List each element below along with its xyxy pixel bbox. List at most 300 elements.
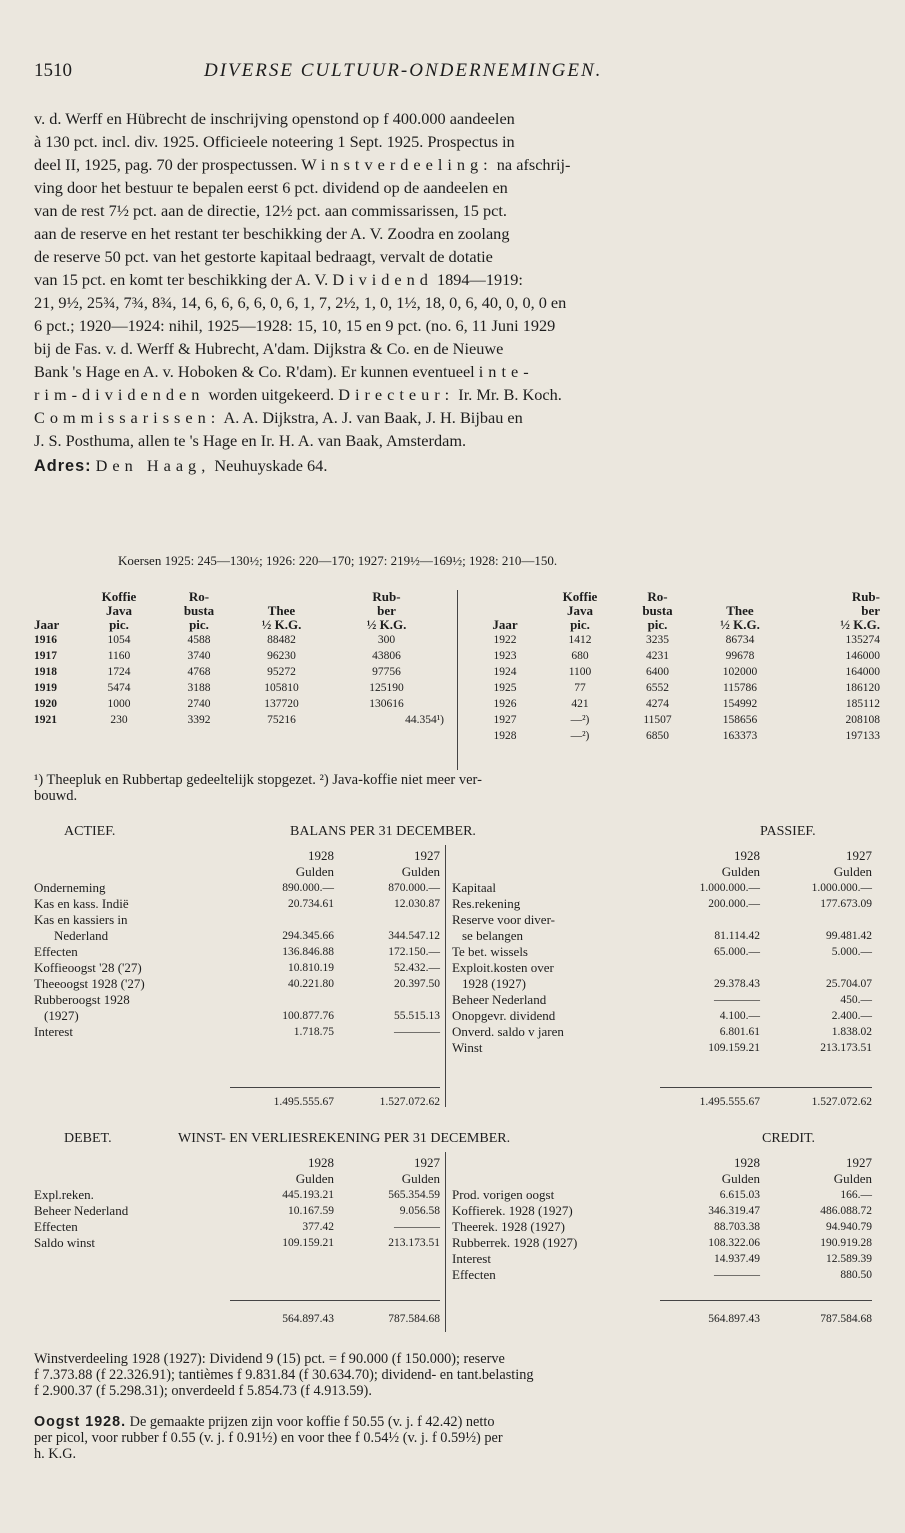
value-1927: 20.397.50 bbox=[394, 978, 440, 990]
value-1928: 445.193.21 bbox=[282, 1189, 334, 1201]
table-row bbox=[34, 992, 440, 1008]
table-row bbox=[34, 1024, 440, 1040]
table-row bbox=[452, 992, 872, 1008]
ph-r-0-4: Rub- bbox=[851, 589, 880, 604]
value-1928: 88.703.38 bbox=[714, 1221, 760, 1233]
year-1927: 1927 bbox=[414, 1155, 440, 1170]
value-1927: 213.173.51 bbox=[820, 1042, 872, 1054]
year-1928: 1928 bbox=[734, 1155, 760, 1170]
production-header-row-2 bbox=[470, 604, 880, 618]
row-label: Effecten bbox=[34, 1219, 78, 1234]
value-1927: 870.000.— bbox=[388, 882, 440, 894]
cell: 105810 bbox=[264, 682, 299, 694]
cell: 1927 bbox=[493, 714, 517, 726]
unit-gulden: Gulden bbox=[295, 1171, 334, 1186]
cell: 421 bbox=[571, 698, 589, 710]
oogst-line-3: h. K.G. bbox=[34, 1446, 77, 1462]
total-1928: 564.897.43 bbox=[708, 1313, 760, 1325]
balans-title: BALANS PER 31 DECEMBER. bbox=[290, 824, 476, 839]
ph-r-1-1: Java bbox=[567, 603, 593, 618]
production-footnote-2: bouwd. bbox=[34, 788, 78, 804]
table-row bbox=[452, 1203, 872, 1219]
running-title: DIVERSE CULTUUR-ONDERNEMINGEN. bbox=[204, 60, 603, 81]
value-1928: ———— bbox=[714, 994, 760, 1006]
directeur-text: Ir. Mr. B. Koch. bbox=[458, 385, 562, 404]
winst-debet-table bbox=[34, 1155, 440, 1251]
cell: 125190 bbox=[369, 682, 404, 694]
value-1928: 20.734.61 bbox=[288, 898, 334, 910]
commissarissen-label: Commissarissen: bbox=[34, 408, 221, 427]
cell: 115786 bbox=[722, 682, 758, 694]
unit-gulden: Gulden bbox=[833, 864, 872, 879]
row-label: Exploit.kosten over bbox=[452, 960, 554, 975]
table-row bbox=[452, 1235, 872, 1251]
value-1927: 213.173.51 bbox=[388, 1237, 440, 1249]
ph-r-1-3: Thee bbox=[726, 603, 754, 618]
ph-r-2-2: pic. bbox=[647, 617, 668, 632]
intro-line-9: 21, 9½, 25¾, 7¾, 8¾, 14, 6, 6, 6, 6, 0, 6, 1, 7, 2½, 1, 0, 1½, 18, 0, 6, 40, 0, 0, 0 en bbox=[34, 293, 567, 312]
balans-total-rule-right bbox=[660, 1087, 872, 1088]
table-row bbox=[452, 912, 872, 928]
intro-line-1: v. d. Werff en Hübrecht de inschrijving openstond op f 400.000 aandeelen bbox=[34, 109, 515, 128]
table-row bbox=[452, 896, 872, 912]
intro-line-14-text: A. A. Dijkstra, A. J. van Baak, J. H. Bijbau en bbox=[223, 408, 523, 427]
value-1928: 346.319.47 bbox=[708, 1205, 760, 1217]
total-1927: 787.584.68 bbox=[820, 1313, 872, 1325]
balans-unit-row bbox=[452, 864, 872, 880]
table-row bbox=[34, 680, 444, 696]
winst-divider bbox=[445, 1152, 446, 1332]
intro-line-15: J. S. Posthuma, allen te 's Hage en Ir. H. A. van Baak, Amsterdam. bbox=[34, 431, 467, 450]
winst-unit-row bbox=[452, 1171, 872, 1187]
cell: 2740 bbox=[187, 698, 211, 710]
cell: 1923 bbox=[493, 650, 517, 662]
value-1927 bbox=[760, 960, 872, 976]
row-label: Rubberrek. 1928 (1927) bbox=[452, 1235, 578, 1250]
value-1927: 344.547.12 bbox=[388, 930, 440, 942]
ph-l-0-1: Koffie bbox=[101, 589, 137, 604]
balans-actief-table bbox=[34, 848, 440, 1040]
cell: 44.354¹) bbox=[405, 714, 444, 726]
cell: 4231 bbox=[646, 650, 669, 662]
cell: 1918 bbox=[34, 666, 57, 678]
winst-left-title: DEBET. bbox=[64, 1131, 112, 1146]
unit-gulden: Gulden bbox=[401, 864, 440, 879]
row-label: Interest bbox=[452, 1251, 491, 1266]
row-label: Expl.reken. bbox=[34, 1187, 94, 1202]
unit-gulden: Gulden bbox=[721, 1171, 760, 1186]
balans-passief-table bbox=[452, 848, 872, 1056]
row-label: (1927) bbox=[44, 1008, 79, 1023]
intro-line-4 bbox=[34, 177, 872, 200]
ph-l-2-1: pic. bbox=[109, 617, 129, 632]
ph-r-1-4: ber bbox=[861, 603, 880, 618]
adres-city: Den Haag, bbox=[95, 456, 211, 475]
ph-l-2-3: ½ K.G. bbox=[261, 617, 302, 632]
year-1927: 1927 bbox=[846, 848, 872, 863]
cell: 158656 bbox=[722, 714, 758, 726]
value-1927: 565.354.59 bbox=[388, 1189, 440, 1201]
row-label: Onopgevr. dividend bbox=[452, 1008, 556, 1023]
totals-row bbox=[652, 1094, 872, 1110]
table-row bbox=[34, 1187, 440, 1203]
cell: 77 bbox=[574, 682, 586, 694]
cell: 3740 bbox=[187, 650, 211, 662]
winstverdeeling-label: Winstverdeeling: bbox=[301, 155, 493, 174]
dividend-label: Dividend bbox=[332, 270, 433, 289]
cell: 1920 bbox=[34, 698, 57, 710]
balans-actief-totals bbox=[234, 1094, 440, 1110]
cell: 6552 bbox=[646, 682, 669, 694]
row-label: Beheer Nederland bbox=[34, 1203, 129, 1218]
totals-row bbox=[234, 1311, 440, 1327]
table-row bbox=[34, 1203, 440, 1219]
page-number: 1510 bbox=[34, 60, 72, 81]
oogst-line-2: per picol, voor rubber f 0.55 (v. j. f 0.91½) en voor thee f 0.54½ (v. j. f 0.59½) per bbox=[34, 1430, 503, 1446]
value-1927: 1.838.02 bbox=[831, 1026, 872, 1038]
value-1928: ———— bbox=[714, 1269, 760, 1281]
row-label: Effecten bbox=[452, 1267, 496, 1282]
value-1928: 10.810.19 bbox=[288, 962, 334, 974]
balans-passief-totals bbox=[652, 1094, 872, 1110]
table-row bbox=[452, 1008, 872, 1024]
value-1927: ———— bbox=[394, 1026, 440, 1038]
table-row bbox=[34, 976, 440, 992]
cell: 1919 bbox=[34, 682, 57, 694]
value-1927: 25.704.07 bbox=[826, 978, 872, 990]
intro-line-8-text: van 15 pct. en komt ter beschikking der A. V. bbox=[34, 270, 329, 289]
value-1927: 450.— bbox=[840, 994, 872, 1006]
value-1928 bbox=[234, 992, 334, 1008]
total-1927: 1.527.072.62 bbox=[379, 1096, 440, 1108]
adres-label: Adres: bbox=[34, 457, 92, 475]
cell: 3235 bbox=[646, 634, 669, 646]
cell: 1917 bbox=[34, 650, 57, 662]
value-1927: 9.056.58 bbox=[399, 1205, 440, 1217]
cell: 1924 bbox=[493, 666, 517, 678]
balans-years-row bbox=[34, 848, 440, 864]
row-label: Kas en kass. Indië bbox=[34, 896, 129, 911]
table-row bbox=[34, 696, 444, 712]
cell: 1922 bbox=[493, 634, 517, 646]
table-row bbox=[34, 648, 444, 664]
ph-r-0-0 bbox=[470, 590, 540, 604]
value-1928: 377.42 bbox=[302, 1221, 334, 1233]
cell: 186120 bbox=[845, 682, 880, 694]
value-1927: 5.000.— bbox=[831, 946, 872, 958]
ph-l-1-0 bbox=[34, 604, 74, 618]
table-row bbox=[452, 1187, 872, 1203]
cell: 99678 bbox=[725, 650, 755, 662]
cell: 86734 bbox=[725, 634, 755, 646]
year-1928: 1928 bbox=[734, 848, 760, 863]
winst-total-rule-right bbox=[660, 1300, 872, 1301]
total-1928: 1.495.555.67 bbox=[273, 1096, 334, 1108]
balans-right-title: PASSIEF. bbox=[760, 824, 816, 839]
table-row bbox=[452, 928, 872, 944]
row-label: Theerek. 1928 (1927) bbox=[452, 1219, 565, 1234]
unit-gulden: Gulden bbox=[295, 864, 334, 879]
table-row bbox=[34, 960, 440, 976]
winstverdeeling-line-3: f 2.900.37 (f 5.298.31); onverdeeld f 5.854.73 (f 4.913.59). bbox=[34, 1383, 372, 1399]
value-1927: 177.673.09 bbox=[820, 898, 872, 910]
value-1928: 109.159.21 bbox=[282, 1237, 334, 1249]
value-1927: 166.— bbox=[840, 1189, 872, 1201]
total-1927: 787.584.68 bbox=[388, 1313, 440, 1325]
table-row bbox=[34, 632, 444, 648]
cell: 208108 bbox=[845, 714, 880, 726]
total-1928: 564.897.43 bbox=[282, 1313, 334, 1325]
table-row bbox=[452, 1040, 872, 1056]
intro-line-11: bij de Fas. v. d. Werff & Hubrecht, A'dam. Dijkstra & Co. en de Nieuwe bbox=[34, 339, 504, 358]
value-1927: 94.940.79 bbox=[826, 1221, 872, 1233]
table-row bbox=[34, 912, 440, 928]
oogst-line-1-text: De gemaakte prijzen zijn voor koffie f 50.55 (v. j. f 42.42) netto bbox=[129, 1414, 495, 1430]
value-1928: 6.615.03 bbox=[719, 1189, 760, 1201]
intro-line-10: 6 pct.; 1920—1924: nihil, 1925—1928: 15, 10, 15 en 9 pct. (no. 6, 11 Juni 1929 bbox=[34, 316, 556, 335]
directeur-label: Directeur: bbox=[338, 385, 455, 404]
value-1928 bbox=[652, 912, 760, 928]
cell: 1928 bbox=[493, 730, 517, 742]
row-label: Effecten bbox=[34, 944, 78, 959]
ph-r-1-0 bbox=[470, 604, 540, 618]
cell: 4588 bbox=[187, 634, 211, 646]
value-1928: 40.221.80 bbox=[288, 978, 334, 990]
cell: 1000 bbox=[107, 698, 131, 710]
table-row bbox=[470, 680, 880, 696]
intro-ving: ving bbox=[34, 178, 63, 197]
value-1927 bbox=[760, 912, 872, 928]
row-label: Theeoogst 1928 ('27) bbox=[34, 976, 145, 991]
cell: 1100 bbox=[568, 666, 592, 678]
intro-line-14 bbox=[34, 407, 872, 430]
table-row bbox=[452, 1267, 872, 1283]
cell: 197133 bbox=[845, 730, 880, 742]
cell: 3188 bbox=[187, 682, 211, 694]
cell: 4274 bbox=[646, 698, 669, 710]
row-label: Koffieoogst '28 ('27) bbox=[34, 960, 142, 975]
ph-r-0-2: Ro- bbox=[647, 589, 668, 604]
table-row bbox=[452, 960, 872, 976]
year-1927: 1927 bbox=[846, 1155, 872, 1170]
production-header-row-3 bbox=[34, 618, 444, 632]
cell: 1925 bbox=[493, 682, 517, 694]
unit-gulden: Gulden bbox=[833, 1171, 872, 1186]
adres-street: Neuhuyskade 64. bbox=[214, 456, 328, 475]
year-1928: 1928 bbox=[308, 848, 334, 863]
cell: 680 bbox=[571, 650, 589, 662]
year-1927: 1927 bbox=[414, 848, 440, 863]
winst-title: WINST- EN VERLIESREKENING PER 31 DECEMBER. bbox=[178, 1131, 511, 1146]
value-1927: 52.432.— bbox=[394, 962, 440, 974]
ph-r-2-1: pic. bbox=[570, 617, 590, 632]
winst-total-rule-left bbox=[230, 1300, 440, 1301]
ph-l-1-3: Thee bbox=[267, 603, 296, 618]
oogst-label: Oogst 1928. bbox=[34, 1414, 127, 1430]
ph-l-0-3 bbox=[234, 590, 329, 604]
ph-l-2-2: pic. bbox=[189, 617, 209, 632]
cell: 3392 bbox=[187, 714, 211, 726]
table-row bbox=[452, 880, 872, 896]
table-row bbox=[34, 1235, 440, 1251]
winstverdeeling-text: na afschrij- bbox=[496, 155, 571, 174]
row-label: Kas en kassiers in bbox=[34, 912, 128, 927]
intro-line-8 bbox=[34, 269, 872, 292]
value-1928: 10.167.59 bbox=[288, 1205, 334, 1217]
row-label: Kapitaal bbox=[452, 880, 497, 895]
balans-divider bbox=[445, 845, 446, 1107]
intro-line-6: aan de reserve en het restant ter beschikking der A. V. Zoodra en zoolang bbox=[34, 224, 510, 243]
oogst-line-1 bbox=[34, 1414, 872, 1430]
table-row bbox=[34, 880, 440, 896]
production-table-left bbox=[34, 590, 444, 728]
table-row bbox=[470, 648, 880, 664]
cell: 1926 bbox=[493, 698, 517, 710]
table-row bbox=[470, 632, 880, 648]
interim-label-2: rim-dividenden bbox=[34, 385, 205, 404]
value-1928: 294.345.66 bbox=[282, 930, 334, 942]
value-1928: 6.801.61 bbox=[719, 1026, 760, 1038]
table-row bbox=[452, 1219, 872, 1235]
total-1927: 1.527.072.62 bbox=[811, 1096, 872, 1108]
table-row bbox=[34, 896, 440, 912]
table-row bbox=[470, 664, 880, 680]
ph-l-0-4: Rub- bbox=[372, 589, 401, 604]
ph-l-0-2: Ro- bbox=[188, 589, 210, 604]
total-1928: 1.495.555.67 bbox=[699, 1096, 760, 1108]
cell: 88482 bbox=[267, 634, 296, 646]
value-1927: 12.030.87 bbox=[394, 898, 440, 910]
cell: 11507 bbox=[643, 714, 672, 726]
production-divider bbox=[457, 590, 458, 770]
row-label: Nederland bbox=[54, 928, 109, 943]
ph-l-2-0: Jaar bbox=[34, 617, 60, 632]
winstverdeeling-line-1: Winstverdeeling 1928 (1927): Dividend 9 (15) pct. = f 90.000 (f 150.000); reserve bbox=[34, 1351, 505, 1367]
koersen-line: Koersen 1925: 245—130½; 1926: 220—170; 1927: 219½—169½; 1928: 210—150. bbox=[118, 553, 558, 568]
cell: 97756 bbox=[372, 666, 401, 678]
value-1928: 29.378.43 bbox=[714, 978, 760, 990]
row-label: Winst bbox=[452, 1040, 483, 1055]
intro-line-5: van de rest 7½ pct. aan de directie, 12½ pct. aan commissarissen, 15 pct. bbox=[34, 201, 507, 220]
row-label: Interest bbox=[34, 1024, 73, 1039]
value-1928: 81.114.42 bbox=[714, 930, 760, 942]
cell: 1921 bbox=[34, 714, 57, 726]
totals-row bbox=[234, 1094, 440, 1110]
value-1928: 109.159.21 bbox=[708, 1042, 760, 1054]
winst-credit-totals bbox=[652, 1311, 872, 1327]
row-label: Koffierek. 1928 (1927) bbox=[452, 1203, 573, 1218]
winst-unit-row bbox=[34, 1171, 440, 1187]
balans-total-rule-left bbox=[230, 1087, 440, 1088]
value-1928: 100.877.76 bbox=[282, 1010, 334, 1022]
production-footnote: ¹) Theepluk en Rubbertap gedeeltelijk stopgezet. ²) Java-koffie niet meer ver- bbox=[34, 772, 482, 788]
ph-l-0-0 bbox=[34, 590, 74, 604]
value-1927: 880.50 bbox=[840, 1269, 872, 1281]
cell: 4768 bbox=[187, 666, 211, 678]
intro-line-2: à 130 pct. incl. div. 1925. Officieele noteering 1 Sept. 1925. Prospectus in bbox=[34, 132, 515, 151]
cell: 95272 bbox=[267, 666, 296, 678]
row-label: Te bet. wissels bbox=[452, 944, 528, 959]
winst-debet-totals bbox=[234, 1311, 440, 1327]
value-1927: 172.150.— bbox=[388, 946, 440, 958]
table-row bbox=[34, 712, 444, 728]
row-label: Prod. vorigen oogst bbox=[452, 1187, 555, 1202]
ph-r-0-3 bbox=[695, 590, 785, 604]
value-1928 bbox=[652, 960, 760, 976]
table-row bbox=[34, 928, 440, 944]
row-label: Saldo winst bbox=[34, 1235, 96, 1250]
cell: 75216 bbox=[267, 714, 296, 726]
dividend-text: 1894—1919: bbox=[436, 270, 523, 289]
ph-r-2-0: Jaar bbox=[492, 617, 518, 632]
year-1928: 1928 bbox=[308, 1155, 334, 1170]
cell: 96230 bbox=[267, 650, 296, 662]
table-row bbox=[452, 1024, 872, 1040]
value-1928 bbox=[234, 912, 334, 928]
value-1927: 1.000.000.— bbox=[811, 882, 872, 894]
row-label: Res.rekening bbox=[452, 896, 521, 911]
table-row bbox=[470, 728, 880, 744]
value-1927: 2.400.— bbox=[831, 1010, 872, 1022]
value-1928: 108.322.06 bbox=[708, 1237, 760, 1249]
cell: 1160 bbox=[107, 650, 131, 662]
production-header-row-1 bbox=[470, 590, 880, 604]
ph-r-2-4: ½ K.G. bbox=[840, 617, 880, 632]
table-row bbox=[452, 976, 872, 992]
table-row bbox=[470, 696, 880, 712]
table-row bbox=[34, 1008, 440, 1024]
row-label: Onderneming bbox=[34, 880, 106, 895]
intro-line-13-text: worden uitgekeerd. bbox=[208, 385, 335, 404]
table-row bbox=[452, 1251, 872, 1267]
cell: 6400 bbox=[646, 666, 669, 678]
cell: —²) bbox=[570, 730, 590, 742]
cell: 185112 bbox=[845, 698, 880, 710]
table-row bbox=[34, 664, 444, 680]
value-1927 bbox=[334, 912, 440, 928]
unit-gulden: Gulden bbox=[721, 864, 760, 879]
table-row bbox=[470, 712, 880, 728]
winst-years-row bbox=[34, 1155, 440, 1171]
row-label: 1928 (1927) bbox=[462, 976, 526, 991]
cell: 1916 bbox=[34, 634, 57, 646]
intro-line-3-text: deel II, 1925, pag. 70 der prospectussen. bbox=[34, 155, 298, 174]
cell: 1412 bbox=[568, 634, 592, 646]
row-label: se belangen bbox=[462, 928, 524, 943]
ph-r-2-3: ½ K.G. bbox=[720, 617, 760, 632]
table-row bbox=[34, 1219, 440, 1235]
cell: 146000 bbox=[845, 650, 880, 662]
production-table-right bbox=[470, 590, 880, 744]
cell: 130616 bbox=[369, 698, 404, 710]
cell: 102000 bbox=[722, 666, 758, 678]
ph-l-1-2: busta bbox=[183, 603, 215, 618]
cell: —²) bbox=[570, 714, 590, 726]
value-1927: ———— bbox=[394, 1221, 440, 1233]
ph-l-2-4: ½ K.G. bbox=[366, 617, 407, 632]
value-1928: 65.000.— bbox=[714, 946, 760, 958]
table-row bbox=[34, 944, 440, 960]
intro-line-12 bbox=[34, 361, 872, 384]
intro-line-12-text: Bank 's Hage en A. v. Hoboken & Co. R'dam). Er kunnen eventueel bbox=[34, 362, 475, 381]
cell: 1054 bbox=[107, 634, 131, 646]
production-header-row-1 bbox=[34, 590, 444, 604]
cell: 230 bbox=[110, 714, 128, 726]
winstverdeeling-line-2: f 7.373.88 (f 22.326.91); tantièmes f 9.831.84 (f 30.634.70); dividend- en tant.belasting bbox=[34, 1367, 534, 1383]
production-header-row-3 bbox=[470, 618, 880, 632]
value-1927 bbox=[334, 992, 440, 1008]
value-1927: 55.515.13 bbox=[394, 1010, 440, 1022]
